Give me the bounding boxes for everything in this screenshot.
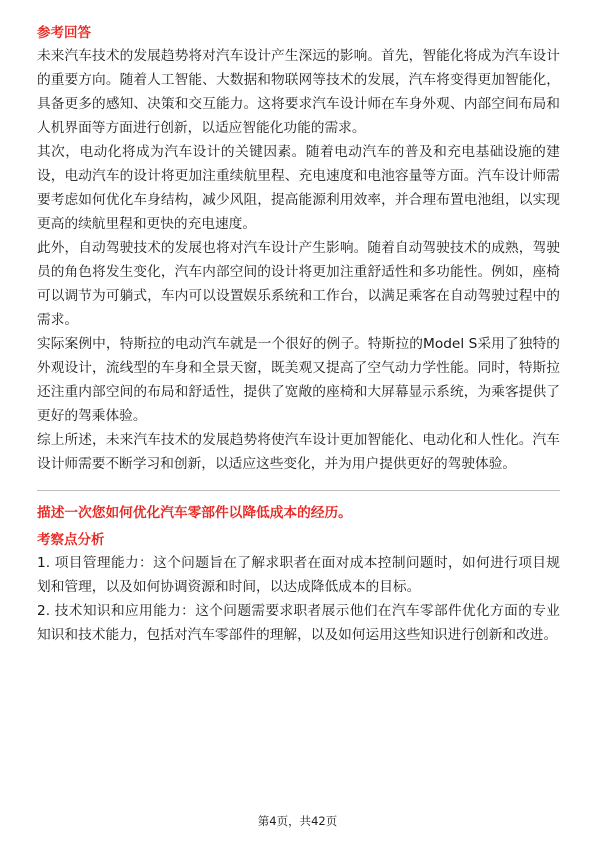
analysis-heading: 考察点分析 xyxy=(37,532,105,548)
answer-paragraph-1: 未来汽车技术的发展趋势将对汽车设计产生深远的影响。首先，智能化将成为汽车设计的重要方向。随着人工智能、大数据和物联网等技术的发展，汽车将变得更加智能化，具备更多的感知、决策和交互能力。这将要求汽车设计师在车身外观、内部空间布局和人机界面等方面进行创新，以适应智能化功能的需求。 xyxy=(37,48,560,136)
analysis-point-2: 2. 技术知识和应用能力：这个问题需要求职者展示他们在汽车零部件优化方面的专业知识和技术能力，包括对汽车零部件的理解，以及如何运用这些知识进行创新和改进。 xyxy=(37,603,560,643)
answer-paragraph-2: 其次，电动化将成为汽车设计的关键因素。随着电动汽车的普及和充电基础设施的建设，电动汽车的设计将更加注重续航里程、充电速度和电池容量等方面。汽车设计师需要考虑如何优化车身结构，减少风阻，提高能源利用效率，并合理布置电池组，以实现更高的续航里程和更快的充电速度。 xyxy=(37,144,560,232)
question-title: 描述一次您如何优化汽车零部件以降低成本的经历。 xyxy=(37,505,352,521)
section-divider xyxy=(37,490,560,491)
answer-paragraph-5: 综上所述，未来汽车技术的发展趋势将使汽车设计更加智能化、电动化和人性化。汽车设计师需要不断学习和创新，以适应这些变化，并为用户提供更好的驾驶体验。 xyxy=(37,432,560,472)
analysis-point-1: 1. 项目管理能力：这个问题旨在了解求职者在面对成本控制问题时，如何进行项目规划和管理，以及如何协调资源和时间，以达成降低成本的目标。 xyxy=(37,555,560,595)
answer-paragraph-3: 此外，自动驾驶技术的发展也将对汽车设计产生影响。随着自动驾驶技术的成熟，驾驶员的角色将发生变化，汽车内部空间的设计将更加注重舒适性和多功能性。例如，座椅可以调节为可躺式，车内可以设置娱乐系统和工作台，以满足乘客在自动驾驶过程中的需求。 xyxy=(37,240,560,328)
answer-paragraph-4: 实际案例中，特斯拉的电动汽车就是一个很好的例子。特斯拉的Model S采用了独特的外观设计，流线型的车身和全景天窗，既美观又提高了空气动力学性能。同时，特斯拉还注重内部空间的布局和舒适性，提供了宽敞的座椅和大屏幕显示系统，为乘客提供了更好的驾乘体验。 xyxy=(37,336,560,424)
page-number: 第4页，共42页 xyxy=(257,814,338,828)
page-content xyxy=(37,22,560,647)
answer-heading: 参考回答 xyxy=(37,25,91,41)
